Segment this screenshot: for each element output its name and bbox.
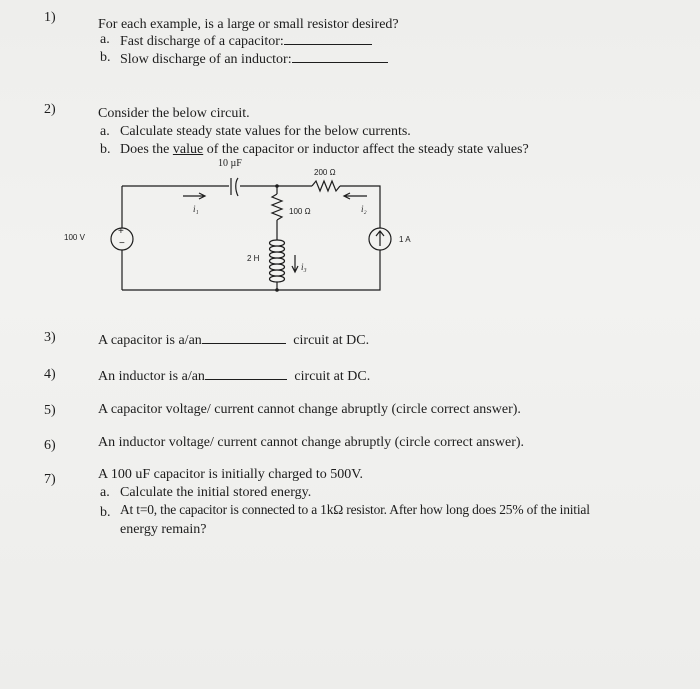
q7-number: 7) [44, 472, 56, 487]
q1-b-marker: b. [100, 50, 111, 65]
q2-a-text: Calculate steady state values for the below currents. [120, 124, 411, 139]
q4-number: 4) [44, 367, 56, 382]
q7-prompt: A 100 uF capacitor is initially charged to 500V. [98, 467, 364, 482]
q1-a-label: Fast discharge of a capacitor: [120, 34, 284, 49]
voltage-source-minus: − [119, 238, 125, 249]
resistor-200-label: 200 Ω [314, 168, 336, 177]
resistor-100-label: 100 Ω [289, 207, 311, 216]
i3-label: i₃ [301, 262, 307, 272]
q7-b-text-line1: At t=0, the capacitor is connected to a 1kΩ resistor. After how long does 25% of the initial [120, 502, 590, 517]
q5-text: A capacitor voltage/ current cannot change abruptly (circle correct answer). [98, 402, 521, 417]
q4-text-start: An inductor is a/an [98, 369, 205, 384]
q4-answer-blank[interactable] [205, 367, 287, 380]
q2-b-text-start: Does the [120, 142, 173, 157]
inductor-label: 2 H [247, 254, 260, 263]
q3-answer-blank[interactable] [202, 331, 286, 344]
i2-arrow [344, 193, 367, 199]
voltage-source-label: 100 V [64, 233, 85, 242]
q2-b-text-end: of the capacitor or inductor affect the steady state values? [203, 142, 529, 157]
q1-b-label: Slow discharge of an inductor: [120, 52, 292, 67]
q3-text-start: A capacitor is a/an [98, 333, 202, 348]
resistor-200-zigzag [312, 181, 340, 191]
node-bottom-middle [275, 288, 279, 292]
q2-a-marker: a. [100, 124, 110, 139]
q1-number: 1) [44, 10, 56, 25]
resistor-100-zigzag [272, 194, 282, 220]
q3-text [98, 331, 369, 349]
q7-b-marker: b. [100, 505, 111, 520]
q4-text-end: circuit at DC. [294, 369, 371, 384]
q4-text [98, 367, 370, 385]
i3-arrow [292, 255, 298, 272]
q2-b-marker: b. [100, 142, 111, 157]
capacitor-label: 10 µF [218, 158, 242, 169]
current-source-arrow [376, 231, 384, 246]
q6-text: An inductor voltage/ current cannot change abruptly (circle correct answer). [98, 435, 525, 450]
q2-number: 2) [44, 102, 56, 117]
q5-number: 5) [44, 403, 56, 418]
i1-label: i₁ [193, 204, 199, 214]
voltage-source-plus: + [118, 226, 124, 237]
q2-b-text-underlined: value [172, 142, 204, 157]
inductor-coils [270, 240, 285, 282]
q6-number: 6) [44, 438, 56, 453]
i2-label: i₂ [361, 204, 367, 214]
q3-number: 3) [44, 330, 56, 345]
capacitor-plate-right [236, 178, 238, 196]
q7-a-text: Calculate the initial stored energy. [120, 485, 312, 500]
q2-prompt: Consider the below circuit. [98, 106, 250, 121]
top-wire-right [340, 186, 380, 228]
node-top-middle [275, 184, 279, 188]
q7-b-text-line2: energy remain? [120, 522, 207, 537]
q3-text-end: circuit at DC. [293, 333, 370, 348]
i1-arrow [183, 193, 205, 199]
q1-a-marker: a. [100, 32, 110, 47]
q1-prompt: For each example, is a large or small resistor desired? [98, 17, 399, 32]
q7-a-marker: a. [100, 485, 110, 500]
current-source-label: 1 A [399, 235, 411, 244]
